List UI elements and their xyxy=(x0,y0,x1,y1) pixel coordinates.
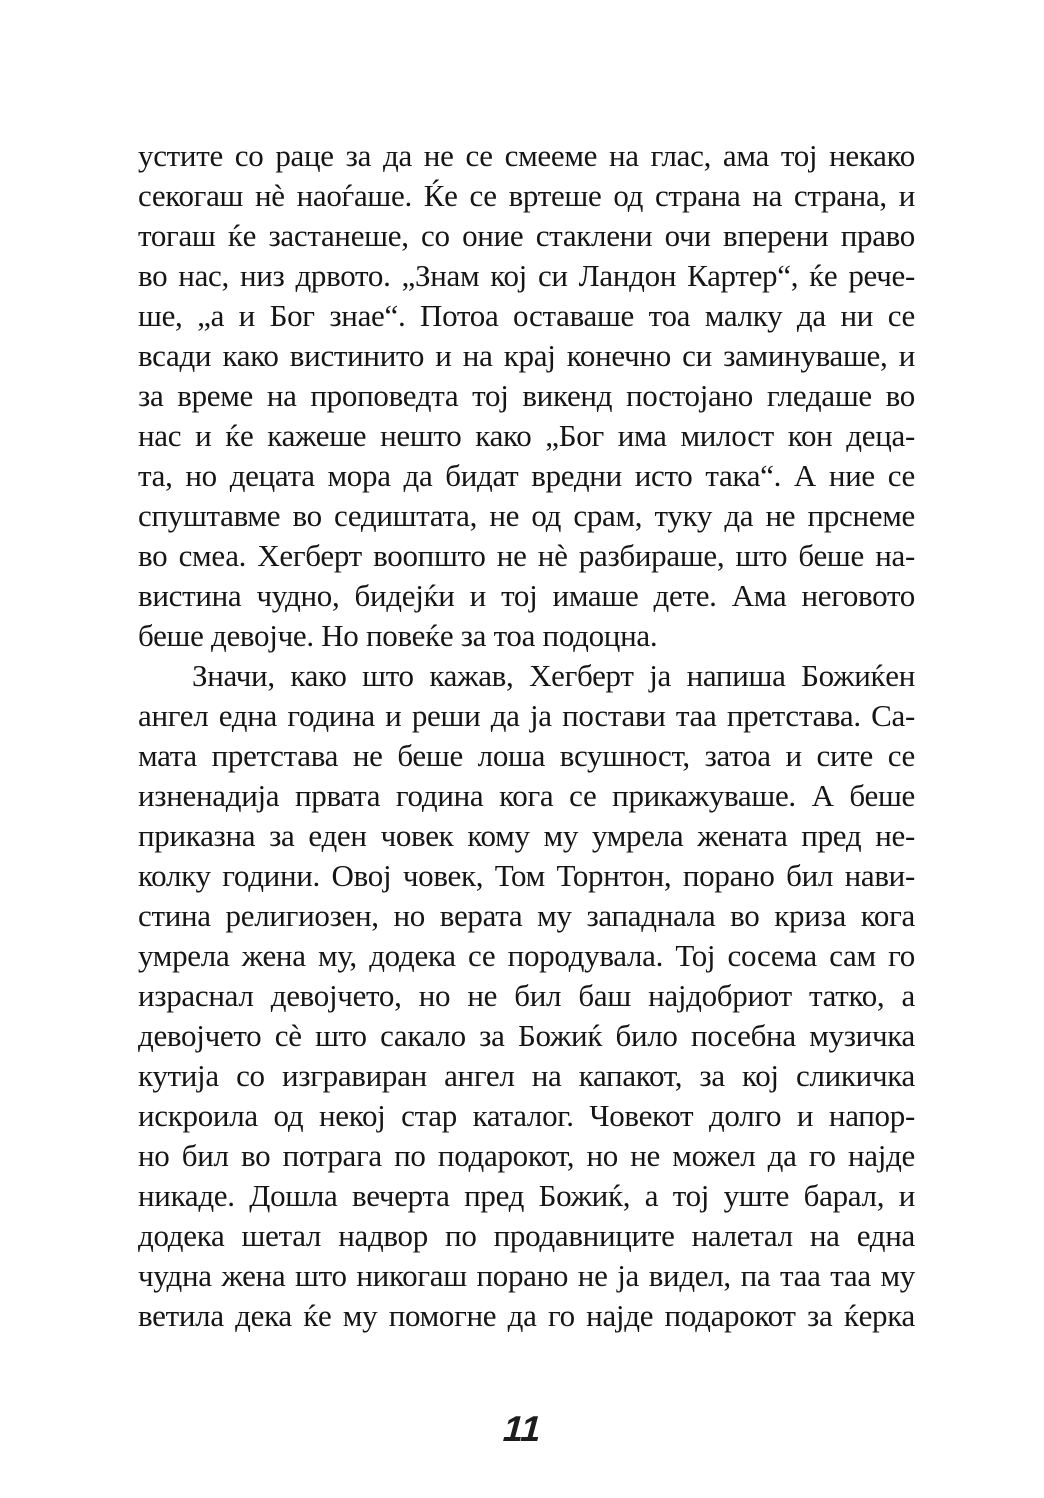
text-line: во нас, низ дрвото. „Знам кој си Ландон Картер“, ќе рече- xyxy=(138,258,915,293)
text-line: девојчето сѐ што сакало за Божиќ било посебна музичка xyxy=(138,1018,915,1053)
text-line: за време на проповедта тој викенд постојано гледаше во xyxy=(138,378,915,413)
text-line: додека шетал надвор по продавниците налетал на една xyxy=(138,1218,915,1253)
text-line: ше, „а и Бог знае“. Потоа оставаше тоа малку да ни се xyxy=(138,298,915,333)
text-line: ветила дека ќе му помогне да го најде подарокот за ќерка xyxy=(138,1298,915,1333)
text-line: кутија со изгравиран ангел на капакот, за кој сликичка xyxy=(138,1058,915,1093)
text-line: во смеа. Хегберт воопшто не нѐ разбираше, што беше на- xyxy=(138,538,915,573)
body-text xyxy=(138,136,915,1336)
text-line: та, но децата мора да бидат вредни исто така“. А ние се xyxy=(138,458,915,493)
text-line-paragraph-end: беше девојче. Но повеќе за тоа подоцна. xyxy=(138,618,658,653)
text-line: приказна за еден човек кому му умрела жената пред не- xyxy=(138,818,915,853)
text-line: никаде. Дошла вечерта пред Божиќ, а тој уште барал, и xyxy=(138,1178,915,1213)
text-line: ангел една година и реши да ја постави таа претстава. Са- xyxy=(138,698,915,733)
text-line: стина религиозен, но верата му западнала во криза кога xyxy=(138,898,915,933)
text-line: колку години. Овој човек, Том Торнтон, порано бил нави- xyxy=(138,858,915,893)
text-line: мата претстава не беше лоша всушност, затоа и сите се xyxy=(138,738,915,773)
text-line: спуштавме во седиштата, не од срам, туку да не прснеме xyxy=(138,498,915,533)
text-line: устите со раце за да не се смееме на глас, ама тој некако xyxy=(138,138,915,173)
text-line-paragraph-start: Значи, како што кажав, Хегберт ја напиша Божиќен xyxy=(192,658,915,693)
text-line: вистина чудно, бидејќи и тој имаше дете. Ама неговото xyxy=(138,578,915,613)
page-number: 11 xyxy=(501,1408,543,1449)
text-line: секогаш нѐ наоѓаше. Ќе се вртеше од страна на страна, и xyxy=(138,178,915,213)
text-line: израснал девојчето, но не бил баш најдобриот татко, а xyxy=(138,978,915,1013)
text-line: изненадија првата година кога се прикажуваше. А беше xyxy=(138,778,915,813)
text-line: всади како вистинито и на крај конечно си заминуваше, и xyxy=(138,338,915,373)
text-line: тогаш ќе застанеше, со оние стаклени очи вперени право xyxy=(138,218,915,253)
text-line: нас и ќе кажеше нешто како „Бог има милост кон деца- xyxy=(138,418,915,453)
text-line: искроила од некој стар каталог. Човекот долго и напор- xyxy=(138,1098,915,1133)
text-line: чудна жена што никогаш порано не ја видел, па таа таа му xyxy=(138,1258,915,1293)
text-line: но бил во потрага по подарокот, но не можел да го најде xyxy=(138,1138,915,1173)
text-line: умрела жена му, додека се породувала. Тој сосема сам го xyxy=(138,938,915,973)
